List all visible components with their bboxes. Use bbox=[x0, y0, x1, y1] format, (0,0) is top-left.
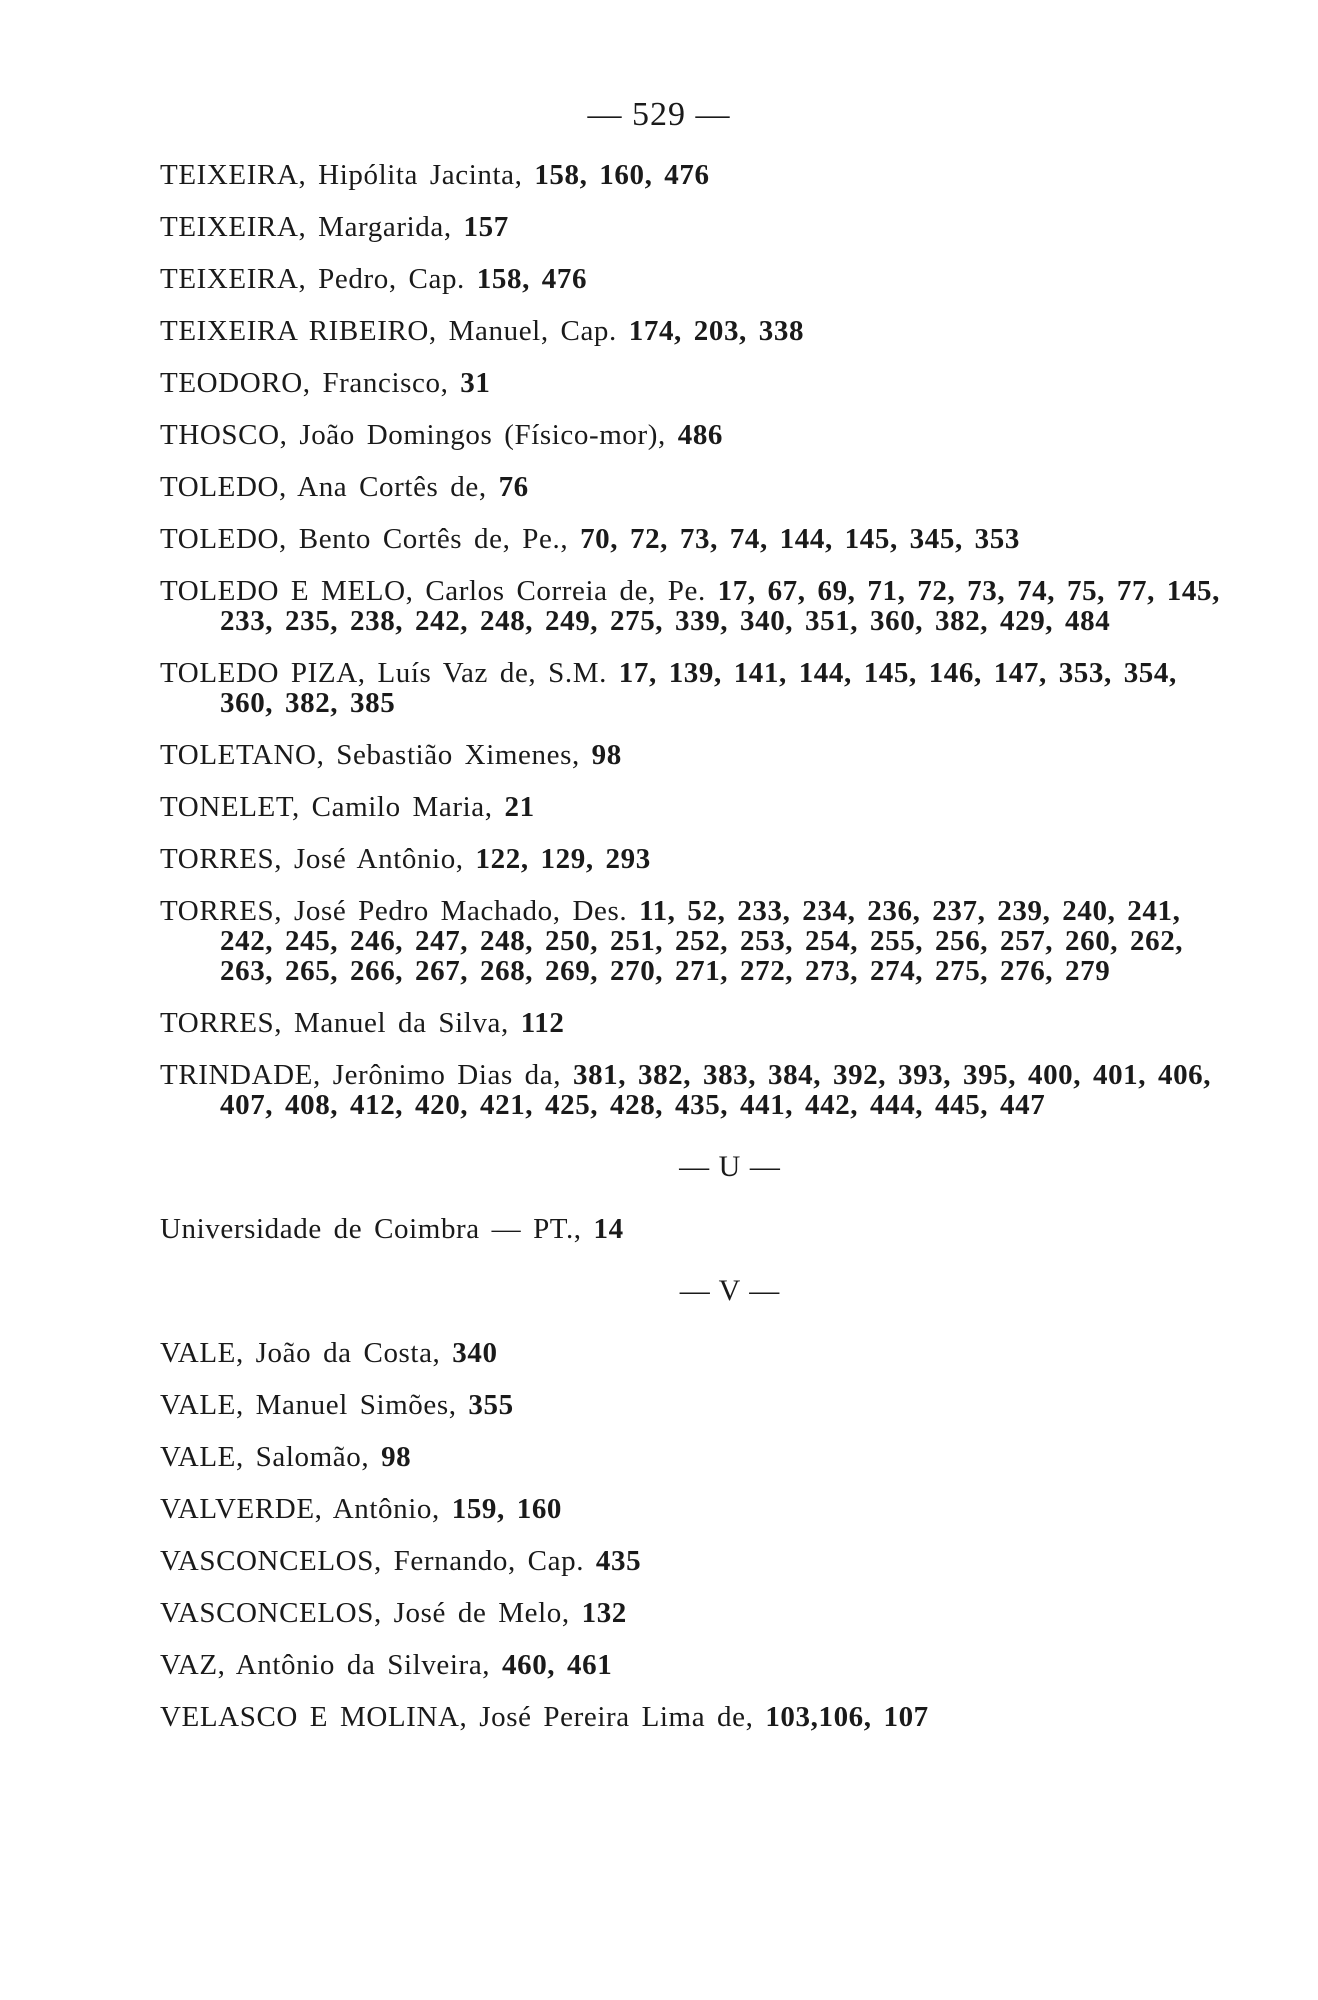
index-entry bbox=[160, 1702, 1220, 1732]
entry-name: TOLEDO, Bento Cortês de, Pe., bbox=[160, 523, 569, 555]
entry-name: TOLEDO PIZA, Luís Vaz de, S.M. bbox=[160, 657, 607, 689]
entry-pages: 31 bbox=[460, 367, 491, 399]
entry-pages: 98 bbox=[591, 739, 622, 771]
index-entry bbox=[160, 316, 1220, 346]
entry-name: VALE, Manuel Simões, bbox=[160, 1389, 457, 1421]
section-heading-v: — V — bbox=[679, 1274, 781, 1307]
index-entry bbox=[160, 472, 1220, 502]
entry-pages: 21 bbox=[504, 791, 535, 823]
entry-pages: 11, 52, 233, 234, 236, 237, 239, 240, 241, 242, 245, 246, 247, 248, 250, 251, 252, 253, 254, 255, 256, 257, 260, 262, 263, 265, 266, 267, 268, 269, 270, 271, 272, 273, 274, 275, 276, 279 bbox=[220, 895, 1184, 987]
entry-pages: 158, 476 bbox=[476, 263, 588, 295]
index-entry bbox=[160, 1650, 1220, 1680]
entry-name: TORRES, Manuel da Silva, bbox=[160, 1007, 509, 1039]
index-entry bbox=[160, 896, 1220, 986]
index-entry bbox=[160, 658, 1220, 718]
entry-name: TORRES, José Antônio, bbox=[160, 843, 464, 875]
entry-name: VALVERDE, Antônio, bbox=[160, 1493, 440, 1525]
section-heading-u: — U — bbox=[679, 1150, 781, 1183]
entry-pages: 17, 139, 141, 144, 145, 146, 147, 353, 354, 360, 382, 385 bbox=[220, 657, 1177, 719]
entry-pages: 355 bbox=[468, 1389, 514, 1421]
index-entry bbox=[160, 1442, 1220, 1472]
entry-name: VASCONCELOS, José de Melo, bbox=[160, 1597, 570, 1629]
entry-name: TEODORO, Francisco, bbox=[160, 367, 449, 399]
entry-name: THOSCO, João Domingos (Físico-mor), bbox=[160, 419, 666, 451]
index-entry bbox=[160, 368, 1220, 398]
index-entry bbox=[160, 844, 1220, 874]
entry-pages: 340 bbox=[452, 1337, 498, 1369]
entry-name: TEIXEIRA, Hipólita Jacinta, bbox=[160, 159, 523, 191]
index-entry bbox=[160, 264, 1220, 294]
index-entry bbox=[160, 1060, 1220, 1120]
index-entry bbox=[160, 1390, 1220, 1420]
index-entry bbox=[160, 212, 1220, 242]
entry-name: TOLEDO, Ana Cortês de, bbox=[160, 471, 487, 503]
entry-name: TORRES, José Pedro Machado, Des. bbox=[160, 895, 628, 927]
entry-pages: 460, 461 bbox=[502, 1649, 613, 1681]
entry-name: TEIXEIRA RIBEIRO, Manuel, Cap. bbox=[160, 315, 617, 347]
index-section-t bbox=[160, 160, 1220, 1120]
entry-pages: 381, 382, 383, 384, 392, 393, 395, 400, 401, 406, 407, 408, 412, 420, 421, 425, 428, 435, 441, 442, 444, 445, 447 bbox=[220, 1059, 1212, 1121]
entry-pages: 70, 72, 73, 74, 144, 145, 345, 353 bbox=[580, 523, 1020, 555]
name-index bbox=[160, 160, 1220, 1754]
index-entry bbox=[160, 160, 1220, 190]
entry-name: TONELET, Camilo Maria, bbox=[160, 791, 493, 823]
index-entry bbox=[160, 1338, 1220, 1368]
index-entry bbox=[160, 524, 1220, 554]
entry-name: TEIXEIRA, Margarida, bbox=[160, 211, 452, 243]
entry-name: Universidade de Coimbra — PT., bbox=[160, 1213, 582, 1245]
entry-pages: 14 bbox=[593, 1213, 624, 1245]
index-entry bbox=[160, 576, 1220, 636]
entry-name: VAZ, Antônio da Silveira, bbox=[160, 1649, 491, 1681]
entry-pages: 76 bbox=[498, 471, 529, 503]
index-entry bbox=[160, 420, 1220, 450]
entry-name: VALE, Salomão, bbox=[160, 1441, 370, 1473]
entry-pages: 98 bbox=[381, 1441, 412, 1473]
entry-name: VASCONCELOS, Fernando, Cap. bbox=[160, 1545, 585, 1577]
entry-pages: 103,106, 107 bbox=[765, 1701, 929, 1733]
index-entry bbox=[160, 1494, 1220, 1524]
entry-name: VELASCO E MOLINA, José Pereira Lima de, bbox=[160, 1701, 754, 1733]
entry-name: TOLEDO E MELO, Carlos Correia de, Pe. bbox=[160, 575, 706, 607]
page-number: — 529 — bbox=[587, 96, 731, 133]
index-section-v bbox=[160, 1338, 1220, 1732]
entry-pages: 486 bbox=[677, 419, 724, 451]
entry-pages: 435 bbox=[595, 1545, 642, 1577]
entry-pages: 132 bbox=[581, 1597, 627, 1629]
index-entry bbox=[160, 1598, 1220, 1628]
entry-pages: 174, 203, 338 bbox=[628, 315, 805, 347]
entry-pages: 158, 160, 476 bbox=[534, 159, 710, 191]
entry-pages: 17, 67, 69, 71, 72, 73, 74, 75, 77, 145, 233, 235, 238, 242, 248, 249, 275, 339, 340, 351, 360, 382, 429, 484 bbox=[220, 575, 1220, 637]
index-entry bbox=[160, 1546, 1220, 1576]
entry-pages: 157 bbox=[463, 211, 509, 243]
entry-name: TEIXEIRA, Pedro, Cap. bbox=[160, 263, 465, 295]
index-entry bbox=[160, 1008, 1220, 1038]
index-entry bbox=[160, 792, 1220, 822]
entry-pages: 122, 129, 293 bbox=[475, 843, 651, 875]
entry-name: TOLETANO, Sebastião Ximenes, bbox=[160, 739, 580, 771]
entry-pages: 112 bbox=[520, 1007, 565, 1039]
entry-pages: 159, 160 bbox=[451, 1493, 563, 1525]
entry-name: TRINDADE, Jerônimo Dias da, bbox=[160, 1059, 562, 1091]
index-section-u bbox=[160, 1214, 1220, 1244]
index-entry bbox=[160, 740, 1220, 770]
index-entry bbox=[160, 1214, 1220, 1244]
entry-name: VALE, João da Costa, bbox=[160, 1337, 441, 1369]
